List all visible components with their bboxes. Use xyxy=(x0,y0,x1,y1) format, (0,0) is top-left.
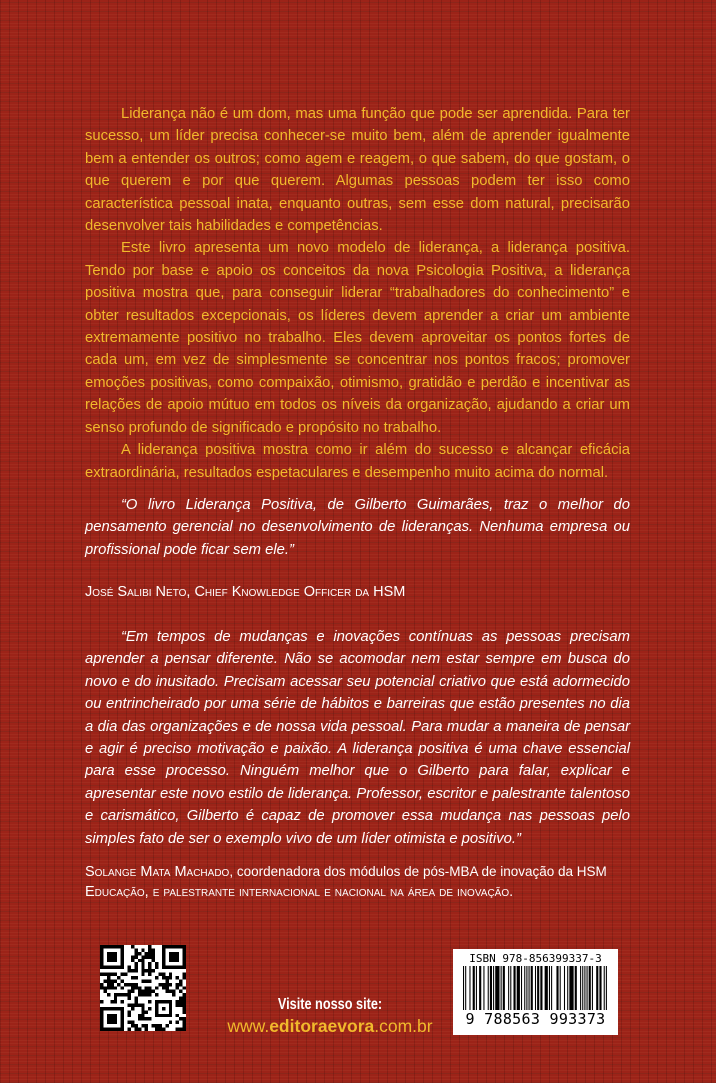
isbn-barcode xyxy=(453,949,618,1035)
qr-code-icon xyxy=(100,945,186,1031)
testimonial-quote: “Em tempos de mudanças e inovações contínuas as pessoas precisam aprender a pensar diferente. Não se acomodar nem estar sempre em busca do novo e do inusitado. Precisam acessar seu potencial criativo que está adormecido ou entrincheirado por uma série de hábitos e barreiras que estão presentes no dia a dia das organizações e de nossa vida pessoal. Para mudar a maneira de pensar e agir é preciso motivação e paixão. A liderança positiva é uma chave essencial para esse processo. Ninguém melhor que o Gilberto para falar, explicar e apresentar este novo estilo de liderança. Professor, escritor e palestrante talentoso e carismático, Gilberto é capaz de promover essa mudança nas pessoas pelo simples fato de ser o exemplo vivo de um líder otimista e positivo.” xyxy=(85,629,630,847)
testimonial-attribution xyxy=(85,582,630,602)
isbn-digits: 9 788563 993373 xyxy=(465,1010,606,1028)
visit-label: Visite nosso site: xyxy=(277,996,383,1013)
url-suffix: .com.br xyxy=(374,1016,433,1036)
testimonial-role-continued: Educação, e palestrante internacional e nacional na área de inovação. xyxy=(85,884,514,900)
testimonial-role: , coordenadora dos módulos de pós-MBA de inovação da HSM xyxy=(229,864,607,879)
testimonial-quote: “O livro Liderança Positiva, de Gilberto Guimarães, traz o melhor do pensamento gerencial no desenvolvimento de lideranças. Nenhuma empresa ou profissional pode ficar sem ele.” xyxy=(85,497,630,558)
synopsis-paragraph: Este livro apresenta um novo modelo de liderança, a liderança positiva. Tendo por base e apoio os conceitos da nova Psicologia Positiva, a liderança positiva mostra que, para conseguir liderar “trabalhadores do conhecimento” e obter resultados excepcionais, os líderes devem aprender a criar um ambiente extremamente positivo no trabalho. Eles devem aproveitar os pontos fortes de cada um, em vez de simplesmente se concentrar nos pontos fracos; promover emoções positivas, como compaixão, otimismo, gratidão e perdão e incentivar as relações de apoio mútuo em todos os níveis da organização, ajudando a criar um senso profundo de significado e propósito no trabalho. xyxy=(85,240,630,436)
website-link[interactable] xyxy=(210,1016,450,1037)
synopsis-paragraph: Liderança não é um dom, mas uma função que pode ser aprendida. Para ter sucesso, um líder precisa conhecer-se muito bem, além de aprender igualmente bem a entender os outros; como agem e reagem, o que sabem, do que gostam, o que querem e por que querem. Algumas pessoas podem ter isso como característica pessoal inata, enquanto outras, sem esse dom natural, precisarão desenvolver tais habilidades e competências. xyxy=(85,106,630,235)
synopsis xyxy=(85,103,630,484)
barcode-icon xyxy=(463,966,608,1010)
url-brand: editoraevora xyxy=(269,1016,375,1036)
synopsis-paragraph: A liderança positiva mostra como ir além do sucesso e alcançar eficácia extraordinária, resultados espetaculares e desempenho muito acima do normal. xyxy=(85,442,630,481)
testimonial-attribution xyxy=(85,862,630,902)
testimonial-author: José Salibi Neto xyxy=(85,584,187,600)
isbn-label: ISBN 978-856399337-3 xyxy=(469,952,602,965)
testimonial-role: , Chief Knowledge Officer da HSM xyxy=(186,584,406,600)
testimonial-author: Solange Mata Machado xyxy=(85,864,230,880)
website-block xyxy=(210,996,450,1037)
url-prefix: www. xyxy=(227,1016,270,1036)
qr-code[interactable] xyxy=(100,945,186,1031)
